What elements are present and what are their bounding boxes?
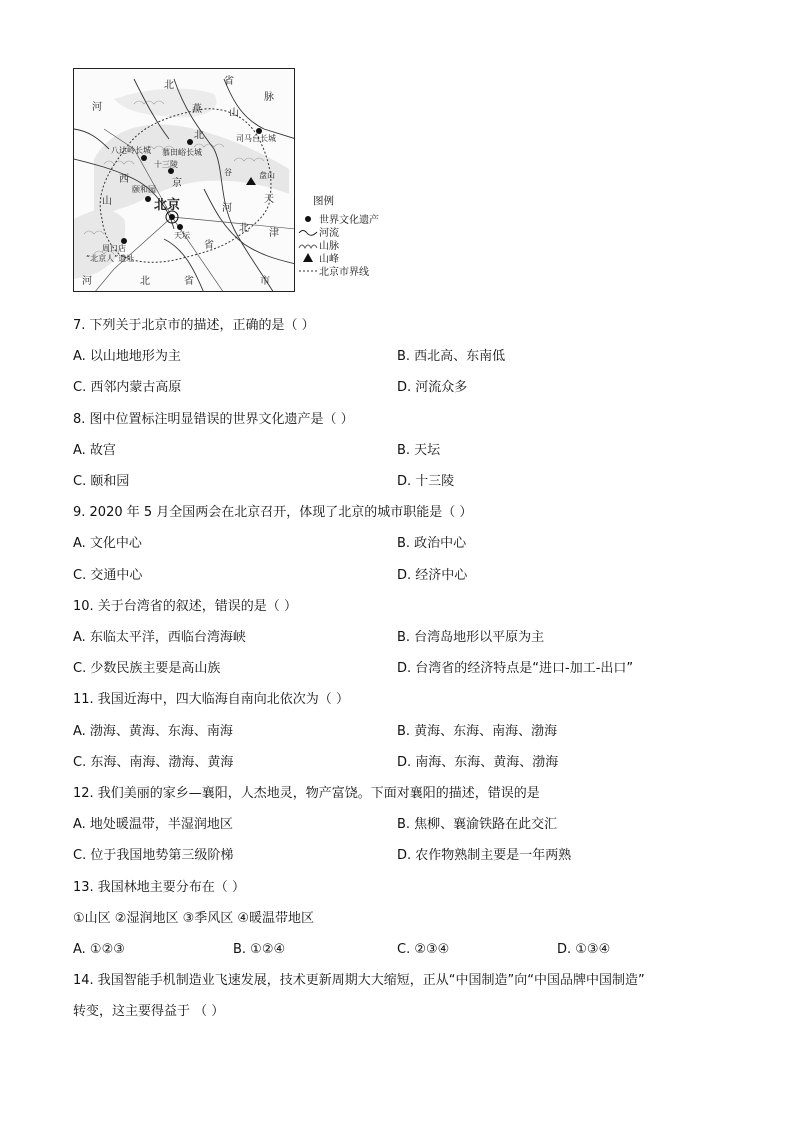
question-stem-12: 12. 我们美丽的家乡—襄阳，人杰地灵，物产富饶。下面对襄阳的描述，错误的是 — [73, 786, 540, 801]
option: D. 台湾省的经济特点是“进口-加工-出口” — [397, 661, 634, 676]
legend-row-mountain-range — [297, 238, 407, 251]
question-sub-choices: ①山区 ②湿润地区 ③季风区 ④暖温带地区 — [73, 911, 315, 926]
map-label: 省 — [184, 276, 194, 287]
question-stem-7: 7. 下列关于北京市的描述，正确的是（ ） — [73, 318, 315, 333]
legend-row-heritage — [297, 212, 407, 225]
question-stem-13: 13. 我国林地主要分布在（ ） — [73, 880, 245, 895]
option: B. ①②④ — [233, 942, 286, 957]
legend-label: 北京市界线 — [319, 267, 369, 278]
option: C. 东海、南海、渤海、黄海 — [73, 755, 234, 770]
question-stem-14-cont: 转变，这主要得益于 （ ） — [73, 1004, 225, 1019]
legend-label: 世界文化遗产 — [319, 215, 379, 226]
beijing-map — [73, 68, 295, 292]
map-label-tombs: 十三陵 — [154, 160, 178, 169]
question-stem-10: 10. 关于台湾省的叙述，错误的是（ ） — [73, 599, 297, 614]
option: B. 黄海、东海、南海、渤海 — [397, 724, 558, 739]
map-label-wall-mutianyu: 慕田峪长城 — [162, 148, 202, 157]
map-label: 津 — [269, 228, 279, 239]
option: C. 少数民族主要是高山族 — [73, 661, 221, 676]
map-label: 山 — [102, 196, 112, 207]
map-label: 北 — [239, 223, 249, 234]
option: C. 位于我国地势第三级阶梯 — [73, 848, 234, 863]
option: A. 以山地地形为主 — [73, 349, 181, 364]
option: A. ①②③ — [73, 942, 125, 957]
legend-title: 图例 — [313, 195, 334, 207]
map-label: 北 — [164, 80, 174, 91]
legend-label: 山脉 — [319, 241, 339, 252]
map-label-summer-palace: 颐和园 — [132, 185, 156, 194]
map-label: 天 — [264, 194, 274, 205]
map-label: 北 — [194, 130, 204, 141]
option: B. 焦柳、襄渝铁路在此交汇 — [397, 817, 558, 832]
map-label: 燕 — [192, 104, 202, 115]
map-label: 脉 — [264, 92, 274, 103]
map-label: 北 — [140, 276, 150, 287]
map-label: 省 — [224, 76, 234, 87]
option: C. ②③④ — [397, 942, 450, 957]
peak-triangle-icon — [297, 253, 319, 262]
map-label: 谷 — [224, 168, 232, 177]
map-label-zhoukoudian: 周口店 — [102, 244, 126, 253]
mountain-range-icon — [297, 241, 319, 249]
river-icon — [297, 228, 319, 236]
option: A. 故宫 — [73, 443, 116, 458]
map-label: 山 — [229, 108, 239, 119]
question-stem-8: 8. 图中位置标注明显错误的世界文化遗产是（ ） — [73, 412, 354, 427]
option: B. 政治中心 — [397, 536, 467, 551]
map-label-wall-simatai: 司马台长城 — [236, 134, 276, 143]
option: C. 西邻内蒙古高原 — [73, 380, 182, 395]
option: B. 天坛 — [397, 443, 441, 458]
option: A. 渤海、黄海、东海、南海 — [73, 724, 233, 739]
legend-label: 山峰 — [319, 254, 339, 265]
question-stem-14: 14. 我国智能手机制造业飞速发展，技术更新周期大大缩短，正从“中国制造”向“中国品牌中国制造” — [73, 973, 645, 988]
map-label: 市 — [260, 276, 270, 287]
option: B. 台湾岛地形以平原为主 — [397, 630, 545, 645]
map-legend — [297, 193, 407, 277]
map-label-temple-of-heaven: 天坛 — [174, 231, 190, 240]
option: D. ①③④ — [557, 942, 611, 957]
dashed-boundary-icon — [297, 269, 319, 273]
option: C. 交通中心 — [73, 568, 143, 583]
option: B. 西北高、东南低 — [397, 349, 506, 364]
option: A. 地处暖温带，半湿润地区 — [73, 817, 233, 832]
option: D. 十三陵 — [397, 474, 455, 489]
legend-row-boundary — [297, 264, 407, 277]
map-label-wall-badaling: 八达岭长城 — [111, 146, 151, 155]
option: D. 经济中心 — [397, 568, 468, 583]
question-stem-11: 11. 我国近海中，四大临海自南向北依次为（ ） — [73, 692, 349, 707]
map-label: 河 — [222, 203, 232, 214]
map-label: 京 — [172, 178, 182, 189]
option: D. 南海、东海、黄海、渤海 — [397, 755, 559, 770]
map-label: 河 — [92, 102, 102, 113]
map-label: 西 — [119, 174, 129, 185]
map-label-panshan: 盘山 — [259, 171, 275, 180]
legend-label: 河流 — [319, 228, 339, 239]
option: A. 文化中心 — [73, 536, 142, 551]
map-label: 省 — [204, 240, 214, 251]
option: D. 河流众多 — [397, 380, 468, 395]
map-label-peking-man: “北京人”遗址 — [86, 254, 135, 263]
legend-row-river — [297, 225, 407, 238]
dot-icon — [297, 215, 319, 223]
option: C. 颐和园 — [73, 474, 130, 489]
question-stem-9: 9. 2020 年 5 月全国两会在北京召开，体现了北京的城市职能是（ ） — [73, 505, 473, 520]
map-label: 河 — [82, 276, 92, 287]
map-label-beijing: 北京 — [154, 198, 181, 213]
option: D. 农作物熟制主要是一年两熟 — [397, 848, 572, 863]
option: A. 东临太平洋，西临台湾海峡 — [73, 630, 246, 645]
